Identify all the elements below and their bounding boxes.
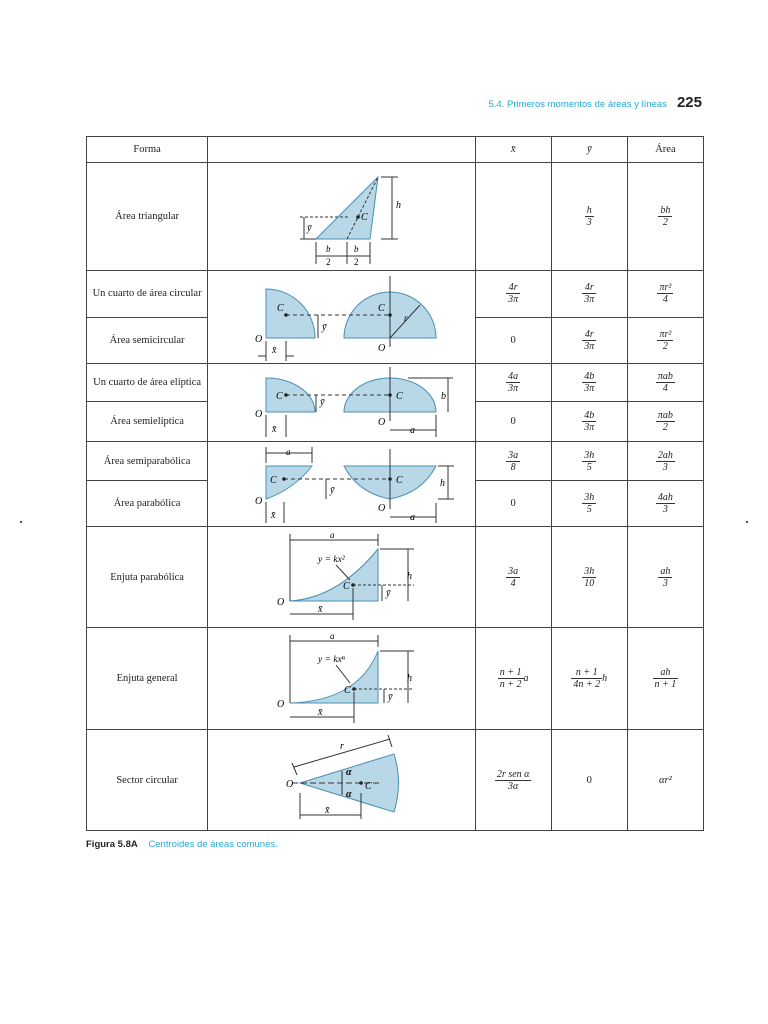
svg-text:α: α xyxy=(346,766,352,778)
ybar-value: $\frac{4r}{3\pi}$ xyxy=(551,317,627,364)
ybar-value: $\frac{3h}{10}$ xyxy=(551,527,627,628)
shape-name: Área semiparabólica xyxy=(87,442,208,481)
svg-text:O: O xyxy=(378,503,386,514)
svg-text:r: r xyxy=(404,313,408,323)
svg-text:O: O xyxy=(277,698,285,710)
header-ybar: ȳ xyxy=(551,137,627,163)
section-title: 5.4. Primeros momentos de áreas y líneas xyxy=(488,99,667,110)
table-header-row xyxy=(87,137,704,163)
header-area: Área xyxy=(627,137,703,163)
svg-text:r: r xyxy=(340,740,345,752)
svg-text:C: C xyxy=(396,475,403,486)
shape-name: Enjuta parabólica xyxy=(87,527,208,628)
area-value: $\frac{\text{πab}}{2}$ xyxy=(627,402,703,442)
svg-text:a: a xyxy=(410,424,416,436)
figure-caption xyxy=(86,839,278,850)
svg-text:O: O xyxy=(378,416,386,428)
svg-text:b: b xyxy=(441,390,447,402)
svg-text:O: O xyxy=(286,778,294,790)
svg-text:ȳ: ȳ xyxy=(388,691,393,703)
xbar-value: $\frac{3a}{8}$ xyxy=(475,442,551,481)
svg-text:b: b xyxy=(354,243,359,254)
ybar-value: $\frac{4r}{3\pi}$ xyxy=(551,271,627,318)
xbar-value: $\frac{n + 1}{n + 2}$ a xyxy=(475,628,551,730)
ybar-value: $\frac{3h}{5}$ xyxy=(551,481,627,527)
svg-text:O: O xyxy=(255,334,263,345)
svg-text:O: O xyxy=(255,496,263,507)
svg-text:ȳ: ȳ xyxy=(330,485,335,496)
svg-text:2: 2 xyxy=(354,256,359,267)
svg-text:y = kx²: y = kx² xyxy=(318,554,345,565)
svg-text:ȳ: ȳ xyxy=(307,222,312,234)
table-row xyxy=(87,163,704,271)
area-value: $\frac{\text{πab}}{4}$ xyxy=(627,364,703,402)
xbar-value: 0 xyxy=(475,317,551,364)
area-value: $\frac{ah}{n + 1}$ xyxy=(627,628,703,730)
xbar-value: $\frac{4r}{3\pi}$ xyxy=(475,271,551,318)
table-row xyxy=(87,628,704,730)
area-value: $\frac{4ah}{3}$ xyxy=(627,481,703,527)
svg-text:C: C xyxy=(378,303,385,314)
svg-text:a: a xyxy=(286,447,291,457)
svg-text:x̄: x̄ xyxy=(325,804,330,816)
shape-name: Área parabólica xyxy=(87,481,208,527)
header-figure xyxy=(208,137,475,163)
area-value: $\frac{\text{πr²}}{4}$ xyxy=(627,271,703,318)
svg-text:α: α xyxy=(346,788,352,800)
shape-name: Sector circular xyxy=(87,730,208,831)
parabolic-spandrel-figure xyxy=(208,527,475,628)
svg-text:h: h xyxy=(407,672,413,684)
header-forma: Forma xyxy=(87,137,208,163)
svg-text:a: a xyxy=(330,529,335,540)
page-number: 225 xyxy=(676,94,702,111)
svg-text:x̄: x̄ xyxy=(271,510,276,521)
xbar-value: $\frac{4a}{3\pi}$ xyxy=(475,364,551,402)
shape-name: Enjuta general xyxy=(87,628,208,730)
svg-text:2: 2 xyxy=(326,256,331,267)
circular-sector-figure xyxy=(208,730,475,831)
svg-text:h: h xyxy=(396,199,402,211)
svg-text:ȳ: ȳ xyxy=(386,587,391,599)
shape-name: Área triangular xyxy=(87,163,208,271)
svg-text:O: O xyxy=(277,596,285,608)
running-header xyxy=(489,94,703,111)
ybar-value: $\frac{4b}{3\pi}$ xyxy=(551,402,627,442)
xbar-value xyxy=(475,163,551,271)
shape-name: Área semielíptica xyxy=(87,402,208,442)
shape-name: Un cuarto de área circular xyxy=(87,271,208,318)
table-row xyxy=(87,271,704,318)
ybar-value: $\frac{3h}{5}$ xyxy=(551,442,627,481)
svg-text:x̄: x̄ xyxy=(318,706,323,718)
svg-text:a: a xyxy=(330,630,335,641)
caption-label: Figura 5.8A xyxy=(86,839,138,850)
area-value: $\frac{\text{πr²}}{2}$ xyxy=(627,317,703,364)
area-value: $\frac{bh}{2}$ xyxy=(627,163,703,271)
svg-text:O: O xyxy=(255,408,263,420)
svg-text:C: C xyxy=(276,390,283,402)
svg-text:C: C xyxy=(343,580,350,592)
xbar-value: $\frac{3a}{4}$ xyxy=(475,527,551,628)
margin-mark-left xyxy=(20,521,22,523)
table-row xyxy=(87,442,704,481)
area-value: $\frac{2ah}{3}$ xyxy=(627,442,703,481)
caption-text: Centroides de áreas comunes. xyxy=(148,839,278,850)
area-value: αr² xyxy=(627,730,703,831)
svg-text:a: a xyxy=(410,512,416,523)
svg-text:C: C xyxy=(270,475,277,486)
svg-text:C: C xyxy=(344,684,351,696)
area-value: $\frac{ah}{3}$ xyxy=(627,527,703,628)
svg-text:h: h xyxy=(407,570,413,582)
svg-text:x̄: x̄ xyxy=(318,603,323,615)
elliptical-figure xyxy=(208,364,475,442)
ybar-value: $\frac{n + 1}{4n + 2}$ h xyxy=(551,628,627,730)
svg-text:C: C xyxy=(365,780,372,792)
table-row xyxy=(87,364,704,402)
svg-text:y = kxⁿ: y = kxⁿ xyxy=(318,654,345,665)
svg-text:C: C xyxy=(361,211,368,223)
shape-name: Área semicircular xyxy=(87,317,208,364)
general-spandrel-figure xyxy=(208,628,475,730)
ybar-value: $\frac{4b}{3\pi}$ xyxy=(551,364,627,402)
xbar-value: 0 xyxy=(475,481,551,527)
circular-figure xyxy=(208,271,475,364)
ybar-value: 0 xyxy=(551,730,627,831)
xbar-value: $\frac{\text{2r sen α}}{3\alpha}$ xyxy=(475,730,551,831)
svg-text:ȳ: ȳ xyxy=(320,396,325,408)
ybar-value: $\frac{h}{3}$ xyxy=(551,163,627,271)
header-xbar: x̄ xyxy=(475,137,551,163)
svg-text:C: C xyxy=(277,303,284,314)
shape-name: Un cuarto de área elíptica xyxy=(87,364,208,402)
centroids-table xyxy=(86,136,704,831)
xbar-value: 0 xyxy=(475,402,551,442)
svg-text:h: h xyxy=(440,478,446,489)
svg-text:C: C xyxy=(396,390,403,402)
triangle-figure xyxy=(208,163,475,271)
svg-text:x̄: x̄ xyxy=(272,345,277,356)
svg-text:ȳ: ȳ xyxy=(322,322,327,333)
table-row xyxy=(87,527,704,628)
table-row xyxy=(87,730,704,831)
svg-text:b: b xyxy=(326,243,331,254)
svg-text:x̄: x̄ xyxy=(272,423,277,435)
svg-text:O: O xyxy=(378,343,386,354)
parabolic-figure xyxy=(208,442,475,527)
margin-mark-right xyxy=(746,521,748,523)
